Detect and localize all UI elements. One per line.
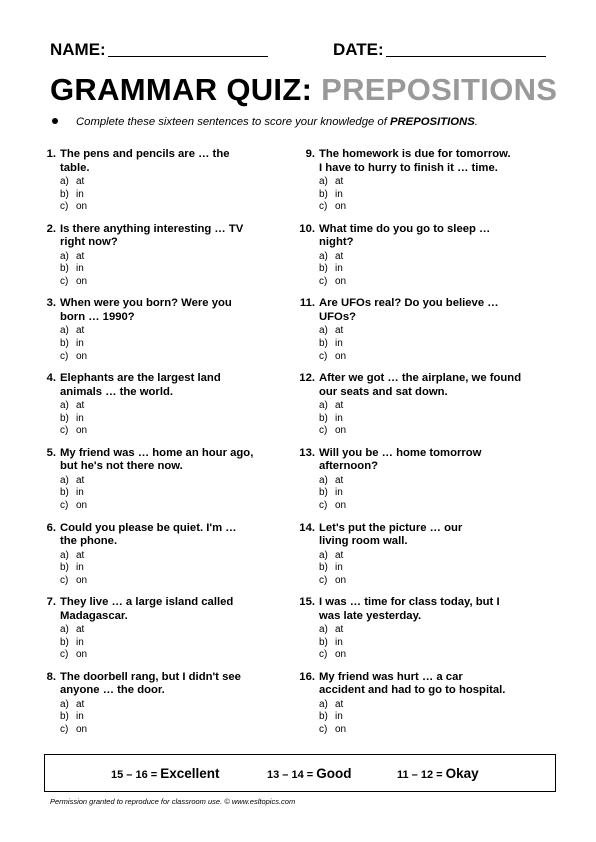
option-letter: c)	[60, 574, 69, 586]
option-letter: a)	[319, 624, 328, 636]
option-text: at	[335, 474, 344, 486]
question-number: 16.	[299, 670, 315, 683]
answer-option[interactable]	[60, 263, 87, 276]
option-text: in	[76, 188, 84, 200]
answer-option[interactable]	[319, 425, 346, 438]
option-text: on	[335, 574, 347, 586]
answer-option[interactable]	[319, 562, 346, 575]
option-letter: b)	[60, 487, 69, 499]
question-number: 1.	[46, 148, 56, 160]
answer-option[interactable]	[319, 724, 346, 737]
option-letter: b)	[319, 711, 328, 723]
answer-option[interactable]	[319, 500, 346, 513]
question-number: 10.	[299, 222, 315, 235]
option-letter: c)	[60, 499, 69, 511]
answer-option[interactable]	[319, 325, 346, 338]
question-text: The doorbell rang, but I didn't see anyone … the door.	[60, 670, 241, 697]
answer-option[interactable]	[319, 575, 346, 588]
option-letter: a)	[60, 474, 69, 486]
option-text: at	[335, 325, 344, 337]
option-text: at	[76, 624, 85, 636]
date-field[interactable]	[386, 56, 546, 57]
option-text: on	[76, 425, 88, 437]
answer-option[interactable]	[60, 276, 87, 289]
answer-option[interactable]	[319, 263, 346, 276]
option-letter: b)	[60, 263, 69, 275]
answer-options	[319, 251, 346, 289]
question-text: Will you be … home tomorrow afternoon?	[319, 446, 482, 473]
option-text: in	[76, 711, 84, 723]
answer-options	[319, 624, 346, 662]
option-text: at	[335, 250, 344, 262]
option-text: on	[76, 499, 88, 511]
option-letter: c)	[319, 724, 328, 736]
answer-options	[319, 475, 346, 513]
answer-options	[319, 400, 346, 438]
score-good	[267, 766, 352, 781]
option-text: at	[76, 325, 85, 337]
option-text: at	[76, 549, 85, 561]
answer-option[interactable]	[319, 176, 346, 189]
answer-options	[319, 699, 346, 737]
score-okay	[397, 766, 479, 781]
option-text: at	[76, 474, 85, 486]
answer-option[interactable]	[60, 400, 87, 413]
option-letter: c)	[60, 201, 69, 213]
option-text: at	[335, 176, 344, 187]
option-text: at	[335, 400, 344, 412]
answer-option[interactable]	[60, 325, 87, 338]
option-text: in	[76, 487, 84, 499]
option-text: on	[335, 350, 347, 362]
option-text: on	[76, 574, 88, 586]
answer-options	[60, 624, 87, 662]
option-letter: a)	[60, 400, 69, 412]
score-box	[44, 754, 556, 792]
instruction	[52, 116, 478, 128]
answer-option[interactable]	[60, 711, 87, 724]
answer-option[interactable]	[60, 425, 87, 438]
question-text: My friend was … home an hour ago, but he's not there now.	[60, 446, 254, 473]
title-main: GRAMMAR QUIZ:	[50, 72, 313, 107]
question-number: 5.	[46, 446, 56, 459]
option-letter: b)	[319, 263, 328, 275]
answer-option[interactable]	[60, 176, 87, 189]
option-text: in	[76, 562, 84, 574]
name-field[interactable]	[108, 56, 268, 57]
score-label: Okay	[445, 766, 479, 781]
score-label: Excellent	[160, 766, 220, 781]
option-letter: c)	[60, 275, 69, 287]
option-text: at	[76, 698, 85, 710]
question-text: Elephants are the largest land animals … the world.	[60, 372, 221, 398]
option-text: at	[76, 250, 85, 262]
answer-option[interactable]	[319, 189, 346, 202]
option-letter: b)	[319, 562, 328, 574]
option-letter: c)	[319, 574, 328, 586]
question-text: Let's put the picture … our living room wall.	[319, 521, 463, 547]
answer-options	[60, 699, 87, 737]
answer-options	[60, 475, 87, 513]
option-text: at	[335, 624, 344, 636]
answer-option[interactable]	[319, 338, 346, 351]
option-letter: b)	[60, 188, 69, 200]
option-text: in	[335, 636, 343, 648]
answer-option[interactable]	[60, 550, 87, 563]
question-number: 6.	[46, 521, 56, 534]
answer-option[interactable]	[60, 649, 87, 662]
question-number: 7.	[46, 596, 56, 609]
answer-options	[319, 550, 346, 588]
option-letter: a)	[60, 624, 69, 636]
answer-option[interactable]	[60, 413, 87, 426]
instruction-emphasis: PREPOSITIONS	[389, 116, 475, 128]
option-letter: b)	[319, 188, 328, 200]
option-text: on	[76, 350, 88, 362]
option-letter: b)	[319, 636, 328, 648]
option-text: on	[335, 425, 347, 437]
option-letter: a)	[60, 176, 69, 187]
answer-option[interactable]	[60, 699, 87, 712]
option-text: in	[76, 337, 84, 349]
option-text: on	[76, 649, 88, 661]
answer-option[interactable]	[319, 649, 346, 662]
option-letter: b)	[60, 337, 69, 349]
score-range: 15 – 16 =	[111, 769, 161, 781]
answer-option[interactable]	[60, 637, 87, 650]
answer-option[interactable]	[319, 550, 346, 563]
answer-option[interactable]	[319, 475, 346, 488]
answer-option[interactable]	[319, 201, 346, 214]
option-text: on	[335, 201, 347, 213]
page-title	[50, 72, 557, 108]
question-number: 2.	[46, 222, 56, 235]
answer-options	[60, 176, 87, 214]
question-number: 3.	[46, 297, 56, 310]
question-text: After we got … the airplane, we found our seats and sat down.	[319, 372, 522, 398]
option-letter: a)	[319, 474, 328, 486]
answer-option[interactable]	[319, 624, 346, 637]
option-text: on	[335, 649, 347, 661]
score-excellent	[111, 766, 220, 781]
option-letter: b)	[319, 487, 328, 499]
header-row	[50, 40, 550, 62]
question-number: 9.	[305, 148, 315, 160]
question-text: My friend was hurt … a car accident and had to go to hospital.	[319, 670, 506, 697]
question-text: The pens and pencils are … the table.	[60, 148, 230, 174]
question-number: 4.	[46, 372, 56, 385]
answer-option[interactable]	[60, 562, 87, 575]
option-text: at	[335, 698, 344, 710]
answer-option[interactable]	[319, 413, 346, 426]
option-letter: c)	[319, 425, 328, 437]
option-letter: c)	[319, 201, 328, 213]
option-letter: c)	[319, 499, 328, 511]
answer-option[interactable]	[319, 400, 346, 413]
answer-options	[319, 325, 346, 363]
option-letter: c)	[60, 724, 69, 736]
answer-option[interactable]	[319, 711, 346, 724]
question-number: 13.	[299, 446, 315, 459]
option-text: in	[76, 263, 84, 275]
question-text: Are UFOs real? Do you believe … UFOs?	[319, 297, 499, 323]
answer-option[interactable]	[60, 351, 87, 364]
answer-option[interactable]	[60, 201, 87, 214]
answer-options	[60, 251, 87, 289]
name-label: NAME:	[50, 40, 106, 59]
option-letter: c)	[319, 649, 328, 661]
answer-option[interactable]	[60, 487, 87, 500]
option-letter: c)	[319, 350, 328, 362]
answer-option[interactable]	[319, 276, 346, 289]
question-text: I was … time for class today, but I was late yesterday.	[319, 596, 500, 622]
answer-options	[60, 325, 87, 363]
question-number: 12.	[299, 372, 315, 385]
answer-option[interactable]	[60, 575, 87, 588]
answer-option[interactable]	[60, 475, 87, 488]
instruction-text: Complete these sixteen sentences to score your knowledge of	[76, 116, 390, 128]
option-text: in	[335, 562, 343, 574]
answer-option[interactable]	[60, 251, 87, 264]
option-text: on	[335, 499, 347, 511]
date-label: DATE:	[333, 40, 384, 59]
option-text: on	[76, 724, 88, 736]
score-range: 11 – 12 =	[397, 769, 446, 781]
option-letter: a)	[60, 250, 69, 262]
option-letter: a)	[319, 250, 328, 262]
option-letter: a)	[319, 549, 328, 561]
option-text: on	[335, 724, 347, 736]
answer-option[interactable]	[60, 338, 87, 351]
answer-option[interactable]	[319, 487, 346, 500]
option-text: at	[76, 176, 85, 187]
option-text: in	[335, 263, 343, 275]
question-text: The homework is due for tomorrow. I have to hurry to finish it … time.	[319, 148, 511, 174]
question-text: Could you please be quiet. I'm … the phone.	[60, 521, 237, 547]
option-letter: a)	[319, 400, 328, 412]
footer-permission: Permission granted to reproduce for classroom use. © www.esltopics.com	[50, 797, 296, 806]
question-number: 15.	[299, 596, 315, 609]
option-letter: b)	[319, 337, 328, 349]
option-letter: a)	[60, 549, 69, 561]
option-text: in	[76, 412, 84, 424]
option-letter: c)	[60, 649, 69, 661]
answer-options	[319, 176, 346, 214]
answer-options	[60, 400, 87, 438]
answer-option[interactable]	[319, 699, 346, 712]
option-text: in	[335, 188, 343, 200]
instruction-end: .	[474, 116, 478, 128]
answer-options	[60, 550, 87, 588]
answer-option[interactable]	[60, 724, 87, 737]
option-letter: b)	[60, 412, 69, 424]
answer-option[interactable]	[319, 637, 346, 650]
option-letter: a)	[319, 176, 328, 187]
option-text: on	[76, 275, 88, 287]
question-number: 11.	[299, 297, 315, 310]
option-letter: c)	[60, 425, 69, 437]
question-number: 14.	[299, 521, 315, 534]
title-sub: PREPOSITIONS	[321, 72, 558, 107]
question-text: When were you born? Were you born … 1990?	[60, 297, 232, 323]
bullet-icon	[52, 118, 58, 124]
answer-option[interactable]	[60, 624, 87, 637]
option-letter: c)	[319, 275, 328, 287]
option-letter: a)	[319, 325, 328, 337]
question-text: What time do you go to sleep … night?	[319, 222, 491, 249]
option-text: at	[335, 549, 344, 561]
option-letter: a)	[60, 325, 69, 337]
option-letter: a)	[319, 698, 328, 710]
option-text: at	[76, 400, 85, 412]
answer-option[interactable]	[319, 251, 346, 264]
answer-option[interactable]	[60, 189, 87, 202]
option-text: in	[335, 337, 343, 349]
option-text: in	[76, 636, 84, 648]
option-text: in	[335, 711, 343, 723]
option-letter: b)	[60, 636, 69, 648]
answer-option[interactable]	[60, 500, 87, 513]
option-letter: c)	[60, 350, 69, 362]
option-text: on	[76, 201, 88, 213]
question-text: They live … a large island called Madagascar.	[60, 596, 234, 622]
score-range: 13 – 14 =	[267, 769, 317, 781]
question-text: Is there anything interesting … TV right now?	[60, 222, 244, 249]
question-number: 8.	[46, 670, 56, 683]
score-label: Good	[316, 766, 352, 781]
option-text: in	[335, 487, 343, 499]
option-letter: b)	[60, 711, 69, 723]
option-text: on	[335, 275, 347, 287]
option-letter: b)	[319, 412, 328, 424]
option-letter: a)	[60, 698, 69, 710]
option-text: in	[335, 412, 343, 424]
answer-option[interactable]	[319, 351, 346, 364]
option-letter: b)	[60, 562, 69, 574]
